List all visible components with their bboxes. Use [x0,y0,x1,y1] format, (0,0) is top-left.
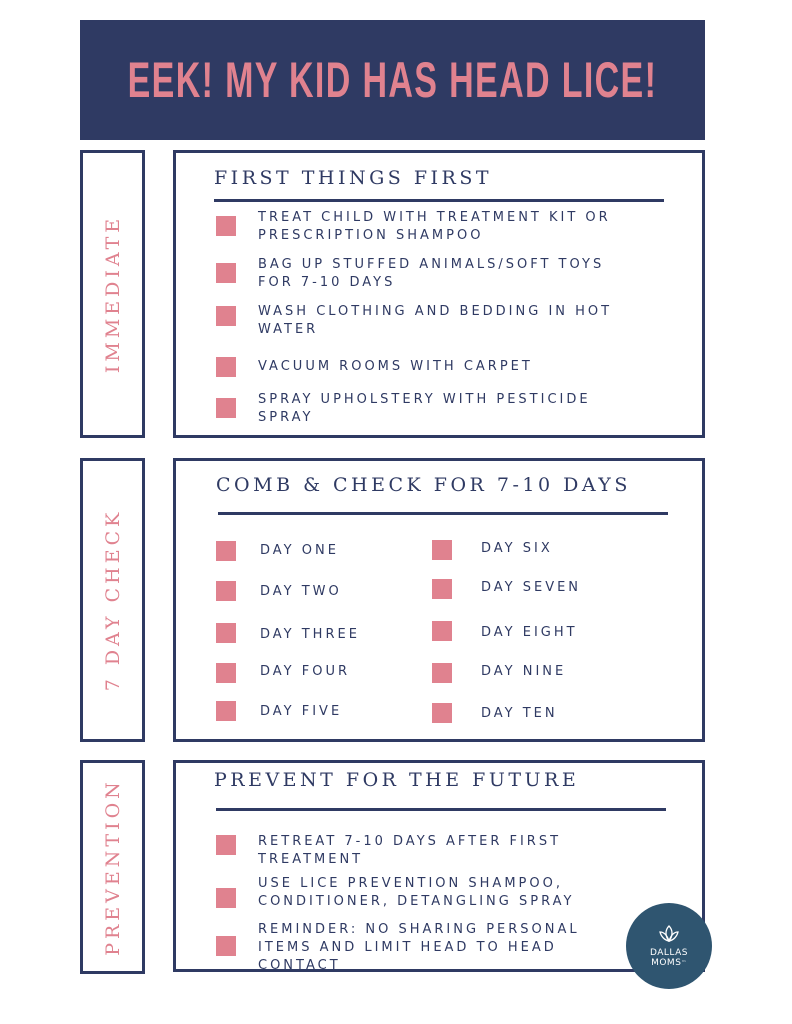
side-label-text: 7 DAY CHECK [101,508,124,692]
day-label: DAY FOUR [260,664,350,679]
checkbox[interactable] [432,540,452,560]
day-label: DAY SEVEN [481,580,582,595]
checkbox[interactable] [216,263,236,283]
side-label-prevention [80,760,145,974]
day-label: DAY NINE [481,664,567,679]
lotus-icon [658,924,680,944]
checkbox[interactable] [216,216,236,236]
item-text-line: SPRAY [258,410,314,425]
day-label: DAY THREE [260,627,360,642]
checkbox[interactable] [216,541,236,561]
panel-comb-and-check [173,458,705,742]
side-label-text: IMMEDIATE [101,214,124,374]
checkbox[interactable] [216,835,236,855]
item-text-line: VACUUM ROOMS WITH CARPET [258,359,533,374]
checkbox[interactable] [432,663,452,683]
section-heading: FIRST THINGS FIRST [214,167,493,189]
logo-text-dallas: DALLAS [649,948,689,958]
day-label: DAY FIVE [260,704,343,719]
checkbox[interactable] [432,621,452,641]
panel-first-things-first [173,150,705,438]
checkbox[interactable] [216,701,236,721]
panel-prevent-for-future [173,760,705,972]
heading-rule [218,512,668,515]
checkbox[interactable] [432,579,452,599]
logo-text-moms: MOMS™ [651,958,687,968]
checkbox[interactable] [216,623,236,643]
checkbox[interactable] [432,703,452,723]
heading-rule [216,808,666,811]
day-label: DAY ONE [260,543,339,558]
item-text-line: WATER [258,322,319,337]
page-title: EEK! MY KID HAS HEAD LICE! [127,52,658,108]
checkbox[interactable] [216,663,236,683]
side-label-7-day-check [80,458,145,742]
checkbox[interactable] [216,306,236,326]
item-text-line: SPRAY UPHOLSTERY WITH PESTICIDE [258,392,591,407]
trademark-mark: ™ [681,960,687,966]
dallas-moms-logo [626,903,712,989]
item-text-line: BAG UP STUFFED ANIMALS/SOFT TOYS [258,257,605,272]
item-text-line: ITEMS AND LIMIT HEAD TO HEAD [258,940,557,955]
item-text-line: REMINDER: NO SHARING PERSONAL [258,922,580,937]
item-text-line: TREATMENT [258,852,364,867]
day-label: DAY SIX [481,541,553,556]
checkbox[interactable] [216,936,236,956]
day-label: DAY EIGHT [481,625,578,640]
item-text-line: RETREAT 7-10 DAYS AFTER FIRST [258,834,562,849]
side-label-text: PREVENTION [101,778,124,956]
item-text-line: CONTACT [258,958,341,973]
day-label: DAY TWO [260,584,342,599]
heading-rule [214,199,664,202]
side-label-immediate [80,150,145,438]
checkbox[interactable] [216,398,236,418]
section-heading: PREVENT FOR THE FUTURE [214,769,580,791]
section-heading: COMB & CHECK FOR 7-10 DAYS [216,474,631,496]
item-text-line: USE LICE PREVENTION SHAMPOO, [258,876,563,891]
item-text-line: CONDITIONER, DETANGLING SPRAY [258,894,575,909]
item-text-line: PRESCRIPTION SHAMPOO [258,228,484,243]
item-text-line: TREAT CHILD WITH TREATMENT KIT OR [258,210,611,225]
item-text-line: WASH CLOTHING AND BEDDING IN HOT [258,304,613,319]
checkbox[interactable] [216,888,236,908]
day-label: DAY TEN [481,706,558,721]
title-banner [80,20,705,140]
checkbox[interactable] [216,357,236,377]
checkbox[interactable] [216,581,236,601]
item-text-line: FOR 7-10 DAYS [258,275,396,290]
